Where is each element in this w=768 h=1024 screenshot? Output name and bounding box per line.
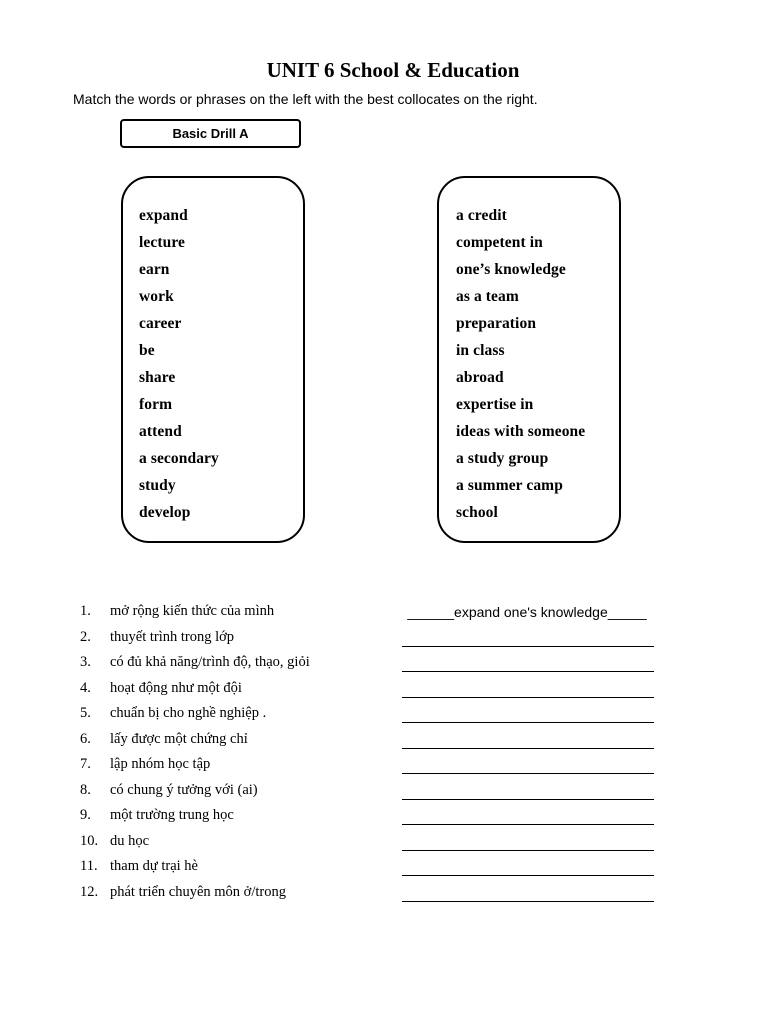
right-word: a summer camp — [456, 477, 563, 494]
exercise-row — [80, 807, 680, 833]
exercise-row — [80, 731, 680, 757]
answer-blank-line[interactable] — [402, 901, 654, 902]
exercise-number: 6. — [80, 730, 91, 747]
left-word: share — [139, 369, 176, 386]
exercise-prompt: có chung ý tưởng với (ai) — [110, 781, 258, 798]
answer-blank-line[interactable] — [402, 671, 654, 672]
answer-blank-line[interactable] — [402, 824, 654, 825]
exercise-number: 4. — [80, 679, 91, 696]
exercise-row — [80, 782, 680, 808]
exercise-prompt: tham dự trại hè — [110, 858, 198, 874]
exercise-prompt: chuẩn bị cho nghề nghiệp . — [110, 705, 267, 721]
right-word: in class — [456, 342, 505, 359]
right-word: school — [456, 504, 498, 521]
left-word: expand — [139, 207, 188, 224]
answer-blank-line[interactable] — [402, 697, 654, 698]
exercise-prompt: mở rộng kiến thức của mình — [110, 603, 275, 619]
answer-blank-line[interactable] — [402, 799, 654, 800]
right-word-box — [437, 176, 621, 543]
exercise-row — [80, 884, 680, 910]
exercise-row — [80, 756, 680, 782]
answer-blank-line[interactable] — [402, 646, 654, 647]
right-word: as a team — [456, 288, 519, 305]
left-word: attend — [139, 423, 182, 440]
right-word: abroad — [456, 369, 504, 386]
left-word: a secondary — [139, 450, 219, 467]
left-word-box — [121, 176, 305, 543]
right-word: a study group — [456, 450, 549, 467]
left-word: career — [139, 315, 182, 332]
exercise-number: 11. — [80, 858, 98, 874]
left-word: be — [139, 342, 155, 359]
exercise-row — [80, 858, 680, 884]
exercise-number: 7. — [80, 756, 91, 772]
exercise-prompt: du học — [110, 832, 150, 849]
left-word: form — [139, 396, 173, 413]
right-word: expertise in — [456, 396, 534, 413]
exercise-list — [80, 603, 680, 909]
right-word: a credit — [456, 207, 507, 224]
exercise-prompt: một trường trung học — [110, 807, 234, 823]
instruction-text: Match the words or phrases on the left with the best collocates on the right. — [73, 91, 538, 107]
exercise-prompt: hoạt động như một đội — [110, 679, 242, 696]
right-word: one’s knowledge — [456, 261, 566, 278]
right-word: competent in — [456, 234, 543, 251]
exercise-number: 10. — [80, 832, 99, 849]
left-word: lecture — [139, 234, 186, 251]
exercise-row — [80, 705, 680, 731]
right-word: ideas with someone — [456, 423, 586, 440]
exercise-row — [80, 603, 680, 629]
exercise-prompt: có đủ khả năng/trình độ, thạo, giỏi — [110, 654, 310, 670]
exercise-row — [80, 833, 680, 859]
exercise-number: 5. — [80, 705, 91, 721]
exercise-number: 8. — [80, 781, 91, 798]
exercise-row — [80, 654, 680, 680]
left-word: work — [139, 288, 174, 305]
drill-label-box — [120, 119, 301, 148]
answer-blank-line[interactable] — [402, 773, 654, 774]
left-word: study — [139, 477, 176, 494]
exercise-number: 1. — [80, 603, 91, 619]
answer-blank-line[interactable] — [402, 875, 654, 876]
exercise-number: 2. — [80, 628, 91, 645]
exercise-prompt: phát triển chuyên môn ở/trong — [110, 883, 286, 900]
answer-blank-line[interactable] — [402, 748, 654, 749]
exercise-answer: ______expand one's knowledge_____ — [407, 604, 647, 620]
exercise-number: 12. — [80, 883, 99, 900]
answer-blank-line[interactable] — [402, 850, 654, 851]
right-word: preparation — [456, 315, 537, 332]
exercise-row — [80, 680, 680, 706]
drill-label: Basic Drill A — [172, 126, 249, 141]
answer-blank-line[interactable] — [402, 722, 654, 723]
exercise-number: 9. — [80, 807, 91, 823]
exercise-prompt: lấy được một chứng chỉ — [110, 730, 248, 747]
left-word: earn — [139, 261, 170, 278]
exercise-prompt: thuyết trình trong lớp — [110, 628, 235, 645]
page-title: UNIT 6 School & Education — [266, 58, 520, 82]
exercise-row — [80, 629, 680, 655]
exercise-number: 3. — [80, 654, 91, 670]
left-word: develop — [139, 504, 191, 521]
exercise-prompt: lập nhóm học tập — [110, 756, 211, 772]
